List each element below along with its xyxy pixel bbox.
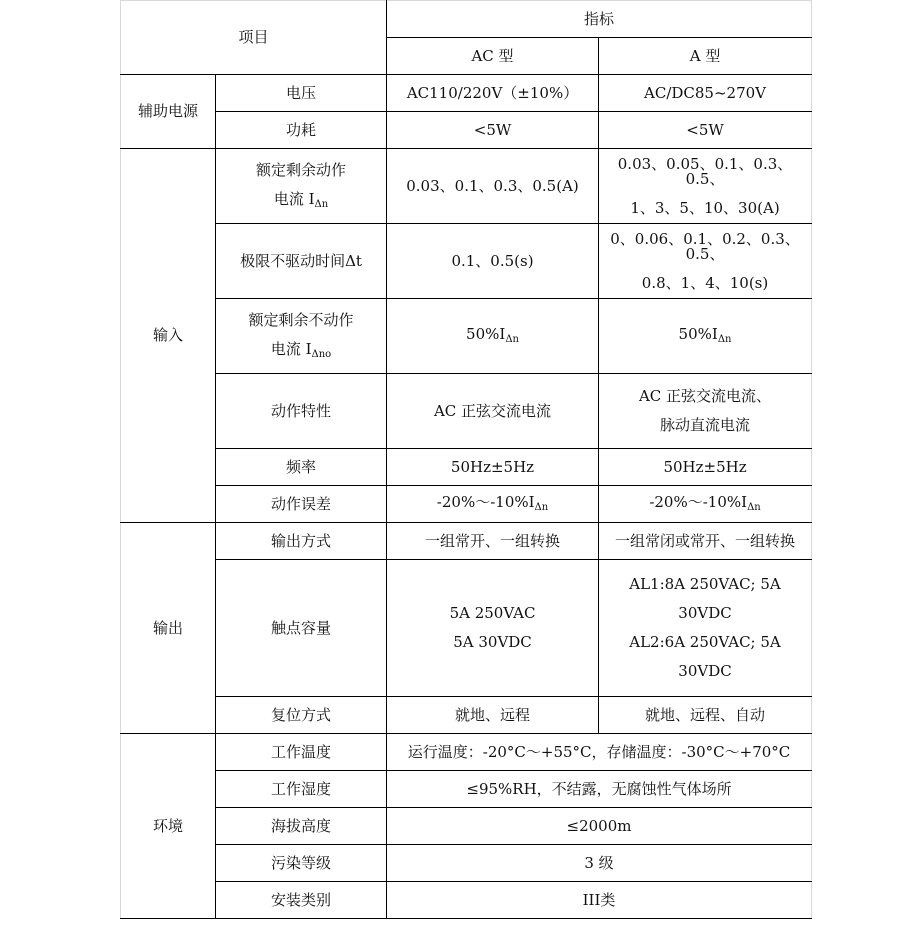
row-label-text: 电流 I [270,339,312,358]
cell-a [599,224,812,299]
cell-line: 0.8、1、4、10(s) [641,273,769,292]
row-label: 动作误差 [216,486,387,523]
cell-ac: AC110/220V（±10%） [387,75,599,112]
group-aux-power: 辅助电源 [121,75,216,149]
cell-ac: 0.1、0.5(s) [387,224,599,299]
cell-merged: 3 级 [387,845,812,882]
header-ac-type: AC 型 [387,38,599,75]
header-a-type: A 型 [599,38,812,75]
table-row [121,449,812,486]
group-input: 输入 [121,149,216,523]
row-label: 海拔高度 [216,808,387,845]
row-label: 动作特性 [216,374,387,449]
row-label-line: 额定剩余动作 [256,160,347,179]
subscript: Δn [747,502,761,513]
row-label: 工作湿度 [216,771,387,808]
header-row-1 [121,1,812,38]
cell-ac: <5W [387,112,599,149]
group-output: 输出 [121,523,216,734]
cell-ac [387,486,599,523]
cell-line: 1、3、5、10、30(A) [630,198,780,217]
cell-ac: 50Hz±5Hz [387,449,599,486]
cell-line: 30VDC [678,604,732,622]
subscript: Δno [311,348,332,360]
cell-a: <5W [599,112,812,149]
cell-a [599,374,812,449]
table-row [121,112,812,149]
cell-merged: ≤2000m [387,808,812,845]
table-row [121,75,812,112]
row-label-line: 额定剩余不动作 [248,310,354,329]
row-label: 极限不驱动时间Δt [216,224,387,299]
cell-a: 一组常闭或常开、一组转换 [599,523,812,560]
table-row [121,149,812,224]
cell-a [599,560,812,697]
row-label: 功耗 [216,112,387,149]
spec-table [120,0,812,919]
table-row [121,224,812,299]
row-label: 工作温度 [216,734,387,771]
cell-a: 就地、远程、自动 [599,697,812,734]
subscript: Δn [717,334,732,345]
header-item: 项目 [121,1,387,75]
subscript: Δn [534,502,549,513]
cell-line: 30VDC [678,662,732,680]
table-row [121,808,812,845]
cell-line: 0.03、0.05、0.1、0.3、0.5、 [617,154,793,188]
table-row [121,845,812,882]
cell-ac: 0.03、0.1、0.3、0.5(A) [387,149,599,224]
row-label-text: 电流 I [273,189,315,208]
cell-line: 5A 250VAC [449,604,536,622]
cell-merged: ≤95%RH，不结露，无腐蚀性气体场所 [387,771,812,808]
table-row [121,486,812,523]
table-row [121,734,812,771]
cell-line: 5A 30VDC [453,633,532,651]
cell-ac [387,560,599,697]
cell-ac: AC 正弦交流电流 [387,374,599,449]
cell-a [599,149,812,224]
cell-a [599,486,812,523]
cell-line: AC 正弦交流电流、 [638,387,772,405]
cell-line: 0、0.06、0.1、0.2、0.3、0.5、 [610,229,800,263]
row-label: 复位方式 [216,697,387,734]
table-row [121,374,812,449]
row-label [216,299,387,374]
group-environment: 环境 [121,734,216,919]
table-row [121,560,812,697]
row-label: 污染等级 [216,845,387,882]
cell-text: -20%～-10%I [649,493,748,511]
row-label [216,149,387,224]
cell-line: 脉动直流电流 [660,416,751,434]
cell-line: AL1:8A 250VAC; 5A [629,575,781,593]
row-label: 电压 [216,75,387,112]
cell-line: AL2:6A 250VAC; 5A [629,633,781,651]
subscript: Δn [314,198,329,210]
row-label: 输出方式 [216,523,387,560]
table-row [121,299,812,374]
cell-merged: 运行温度：-20°C～+55°C，存储温度：-30°C～+70°C [387,734,812,771]
subscript: Δn [505,334,519,345]
table-row [121,882,812,919]
row-label-line [218,189,384,210]
table-row [121,523,812,560]
row-label: 安装类别 [216,882,387,919]
table-row [121,771,812,808]
cell-a: 50Hz±5Hz [599,449,812,486]
row-label: 频率 [216,449,387,486]
cell-a [599,299,812,374]
cell-text: -20%～-10%I [436,493,535,511]
cell-a: AC/DC85~270V [599,75,812,112]
row-label: 触点容量 [216,560,387,697]
cell-merged: III类 [387,882,812,919]
row-label-line [218,339,384,360]
table-row [121,697,812,734]
cell-ac [387,299,599,374]
cell-text: 50%I [466,325,506,343]
header-indicator: 指标 [387,1,812,38]
cell-ac: 一组常开、一组转换 [387,523,599,560]
cell-ac: 就地、远程 [387,697,599,734]
cell-text: 50%I [678,325,718,343]
